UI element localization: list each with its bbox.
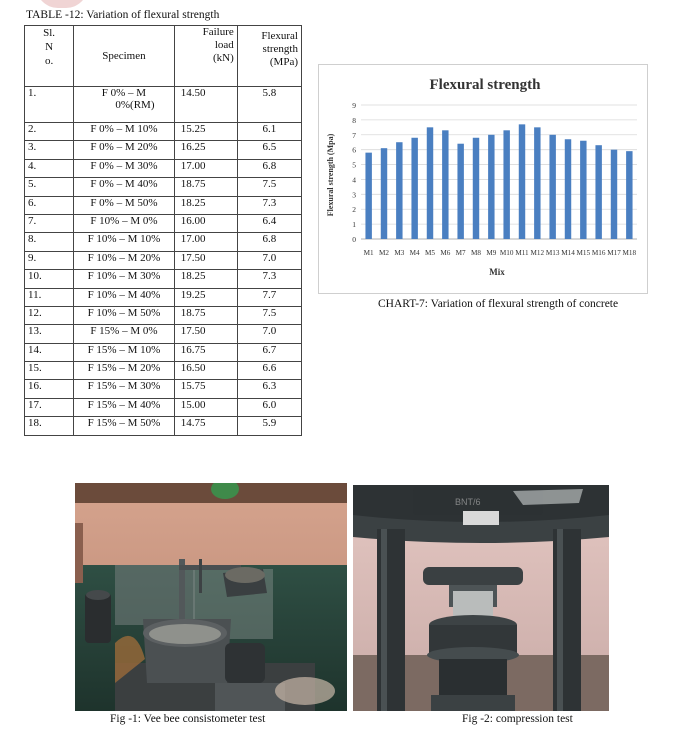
cell-load: 18.25 — [174, 270, 237, 288]
header-load-line3: (kN) — [212, 52, 234, 64]
cell-specimen: F 10% – M 50% — [74, 306, 175, 324]
header-sl-no — [25, 26, 74, 87]
chart-bar — [534, 127, 540, 239]
cell-load: 17.50 — [174, 251, 237, 269]
cell-strength: 6.7 — [237, 343, 301, 361]
chart-y-tick-label: 4 — [352, 175, 356, 185]
cell-strength: 6.6 — [237, 362, 301, 380]
chart-x-tick-label: M11 — [515, 249, 529, 257]
chart-bar — [595, 145, 601, 239]
chart-bar — [626, 151, 632, 239]
cell-no: 9. — [25, 251, 74, 269]
cell-specimen: F 15% – M 30% — [74, 380, 175, 398]
cell-no: 10. — [25, 270, 74, 288]
cell-specimen: F 0% – M 40% — [74, 178, 175, 196]
cell-strength: 6.3 — [237, 380, 301, 398]
chart-y-tick-label: 7 — [352, 130, 356, 140]
chart-x-tick-label: M17 — [607, 249, 621, 257]
cell-no: 15. — [25, 362, 74, 380]
cell-load: 18.75 — [174, 306, 237, 324]
cell-specimen: F 15% – M 20% — [74, 362, 175, 380]
cell-load: 18.75 — [174, 178, 237, 196]
chart-x-tick-label: M4 — [409, 249, 420, 257]
flexural-strength-chart — [318, 64, 648, 294]
chart-bar — [442, 130, 448, 239]
pink-header-decoration — [36, 0, 88, 8]
cell-specimen: F 0% – M 20% — [74, 141, 175, 159]
cell-no: 7. — [25, 214, 74, 232]
header-failure-load — [174, 26, 237, 87]
cell-no: 17. — [25, 398, 74, 416]
cell-no: 14. — [25, 343, 74, 361]
cell-strength: 5.9 — [237, 417, 301, 435]
cell-no: 6. — [25, 196, 74, 214]
table-row — [25, 362, 302, 380]
cell-load: 17.50 — [174, 325, 237, 343]
cell-specimen-line1: F 0% – M — [101, 87, 147, 99]
cell-strength: 7.5 — [237, 306, 301, 324]
cell-load: 15.00 — [174, 398, 237, 416]
chart-x-tick-label: M6 — [440, 249, 451, 257]
table-header-row — [25, 26, 302, 87]
chart-x-tick-label: M18 — [622, 249, 637, 257]
header-load-line1: Failure — [202, 26, 234, 38]
cell-no: 4. — [25, 159, 74, 177]
chart-x-tick-label: M3 — [394, 249, 405, 257]
chart-bar — [365, 153, 371, 239]
table-row — [25, 251, 302, 269]
cell-load: 15.25 — [174, 123, 237, 141]
chart-bar — [473, 138, 479, 239]
chart-bars — [365, 124, 632, 239]
header-load-line2: load — [214, 39, 234, 51]
cell-strength: 6.1 — [237, 123, 301, 141]
cell-load: 15.75 — [174, 380, 237, 398]
chart-bar — [381, 148, 387, 239]
chart-bar — [427, 127, 433, 239]
chart-x-tick-label: M10 — [499, 249, 514, 257]
chart-x-tick-label: M14 — [561, 249, 575, 257]
table-row — [25, 159, 302, 177]
chart-bar — [580, 141, 586, 239]
chart-y-tick-label: 6 — [352, 145, 356, 155]
compression-test-photo — [353, 485, 609, 711]
cell-load: 16.75 — [174, 343, 237, 361]
cell-load: 18.25 — [174, 196, 237, 214]
cell-load: 17.00 — [174, 159, 237, 177]
table-row — [25, 398, 302, 416]
chart-bar — [549, 135, 555, 239]
chart-y-tick-label: 0 — [352, 235, 356, 244]
cell-no: 12. — [25, 306, 74, 324]
cell-strength: 6.0 — [237, 398, 301, 416]
table-row — [25, 214, 302, 232]
flexural-strength-table — [24, 25, 302, 436]
cell-no: 13. — [25, 325, 74, 343]
figure-2-caption: Fig -2: compression test — [462, 713, 573, 725]
chart-bar — [503, 130, 509, 239]
chart-bar — [519, 124, 525, 239]
vee-bee-photo-image — [75, 483, 347, 711]
cell-strength: 6.8 — [237, 233, 301, 251]
header-sl-line1: Sl. — [43, 27, 56, 39]
vee-bee-consistometer-photo — [75, 483, 347, 711]
table-row — [25, 178, 302, 196]
header-sl-line3: o. — [44, 55, 54, 67]
table-row — [25, 343, 302, 361]
cell-specimen: F 10% – M 10% — [74, 233, 175, 251]
header-strength-line3: (MPa) — [269, 56, 298, 68]
chart-bar — [457, 144, 463, 239]
chart-x-tick-label: M7 — [455, 249, 466, 257]
chart-bar — [411, 138, 417, 239]
chart-bar — [611, 150, 617, 239]
cell-no: 2. — [25, 123, 74, 141]
header-specimen: Specimen — [74, 26, 175, 87]
cell-specimen: F 15% – M 0% — [74, 325, 175, 343]
chart-bar — [396, 142, 402, 239]
chart-x-tick-label: M9 — [486, 249, 497, 257]
cell-specimen: F 15% – M 40% — [74, 398, 175, 416]
table-row — [25, 306, 302, 324]
chart-caption: CHART-7: Variation of flexural strength of concrete — [378, 298, 619, 310]
cell-specimen: F 10% – M 20% — [74, 251, 175, 269]
cell-no: 11. — [25, 288, 74, 306]
chart-y-tick-label: 2 — [352, 205, 356, 215]
cell-no: 18. — [25, 417, 74, 435]
chart-y-tick-label: 8 — [352, 115, 356, 125]
chart-y-tick-label: 9 — [352, 101, 356, 110]
header-flexural-strength — [237, 26, 301, 87]
figure-1-caption: Fig -1: Vee bee consistometer test — [110, 713, 266, 725]
chart-title: Flexural strength — [429, 77, 541, 93]
table-row — [25, 87, 302, 123]
cell-no: 16. — [25, 380, 74, 398]
cell-strength: 6.4 — [237, 214, 301, 232]
cell-specimen: F 0% – M 30% — [74, 159, 175, 177]
cell-specimen: F 10% – M 30% — [74, 270, 175, 288]
cell-specimen: F 0% – M 50% — [74, 196, 175, 214]
chart-bar — [488, 135, 494, 239]
cell-load: 19.25 — [174, 288, 237, 306]
cell-load: 16.00 — [174, 214, 237, 232]
cell-specimen-line2: 0%(RM) — [115, 99, 155, 111]
cell-no: 8. — [25, 233, 74, 251]
cell-specimen: F 0% – M 10% — [74, 123, 175, 141]
cell-load: 16.25 — [174, 141, 237, 159]
cell-strength: 7.5 — [237, 178, 301, 196]
cell-specimen: F 10% – M 40% — [74, 288, 175, 306]
table-row — [25, 288, 302, 306]
cell-strength: 6.5 — [237, 141, 301, 159]
cell-strength: 5.8 — [237, 87, 301, 123]
chart-x-axis-label: Mix — [489, 267, 505, 277]
chart-canvas — [319, 65, 647, 293]
table-row — [25, 141, 302, 159]
table-row — [25, 123, 302, 141]
chart-x-tick-label: M16 — [591, 249, 606, 257]
header-sl-line2: N — [45, 41, 54, 53]
header-strength-line2: strength — [262, 43, 298, 55]
chart-x-tick-label: M8 — [471, 249, 481, 257]
compression-photo-image — [353, 485, 609, 711]
table-row — [25, 380, 302, 398]
cell-strength: 7.0 — [237, 325, 301, 343]
chart-y-tick-label: 5 — [352, 160, 356, 170]
table-row — [25, 196, 302, 214]
header-strength-line1: Flexural — [261, 30, 298, 42]
chart-bar — [565, 139, 571, 239]
cell-no: 3. — [25, 141, 74, 159]
cell-strength: 6.8 — [237, 159, 301, 177]
cell-load: 16.50 — [174, 362, 237, 380]
chart-x-tick-label: M13 — [545, 249, 560, 257]
chart-x-tick-label: M5 — [425, 249, 435, 257]
cell-specimen: F 15% – M 50% — [74, 417, 175, 435]
cell-load: 14.75 — [174, 417, 237, 435]
cell-strength: 7.3 — [237, 196, 301, 214]
chart-x-tick-label: M2 — [379, 249, 389, 257]
chart-y-axis-label: Flexural strength (Mpa) — [326, 133, 335, 217]
cell-strength: 7.7 — [237, 288, 301, 306]
chart-x-tick-label: M1 — [363, 249, 374, 257]
cell-specimen — [74, 87, 175, 123]
table-row — [25, 270, 302, 288]
cell-specimen: F 15% – M 10% — [74, 343, 175, 361]
cell-no: 5. — [25, 178, 74, 196]
chart-x-tick-label: M15 — [576, 249, 591, 257]
cell-strength: 7.0 — [237, 251, 301, 269]
cell-load: 14.50 — [174, 87, 237, 123]
chart-y-tick-label: 3 — [352, 190, 356, 200]
cell-strength: 7.3 — [237, 270, 301, 288]
table-row — [25, 233, 302, 251]
table-row — [25, 325, 302, 343]
table-caption: TABLE -12: Variation of flexural strength — [26, 9, 220, 21]
cell-specimen: F 10% – M 0% — [74, 214, 175, 232]
cell-load: 17.00 — [174, 233, 237, 251]
chart-x-tick-label: M12 — [530, 249, 545, 257]
table-row — [25, 417, 302, 435]
chart-y-tick-label: 1 — [352, 220, 356, 230]
cell-no: 1. — [25, 87, 74, 123]
